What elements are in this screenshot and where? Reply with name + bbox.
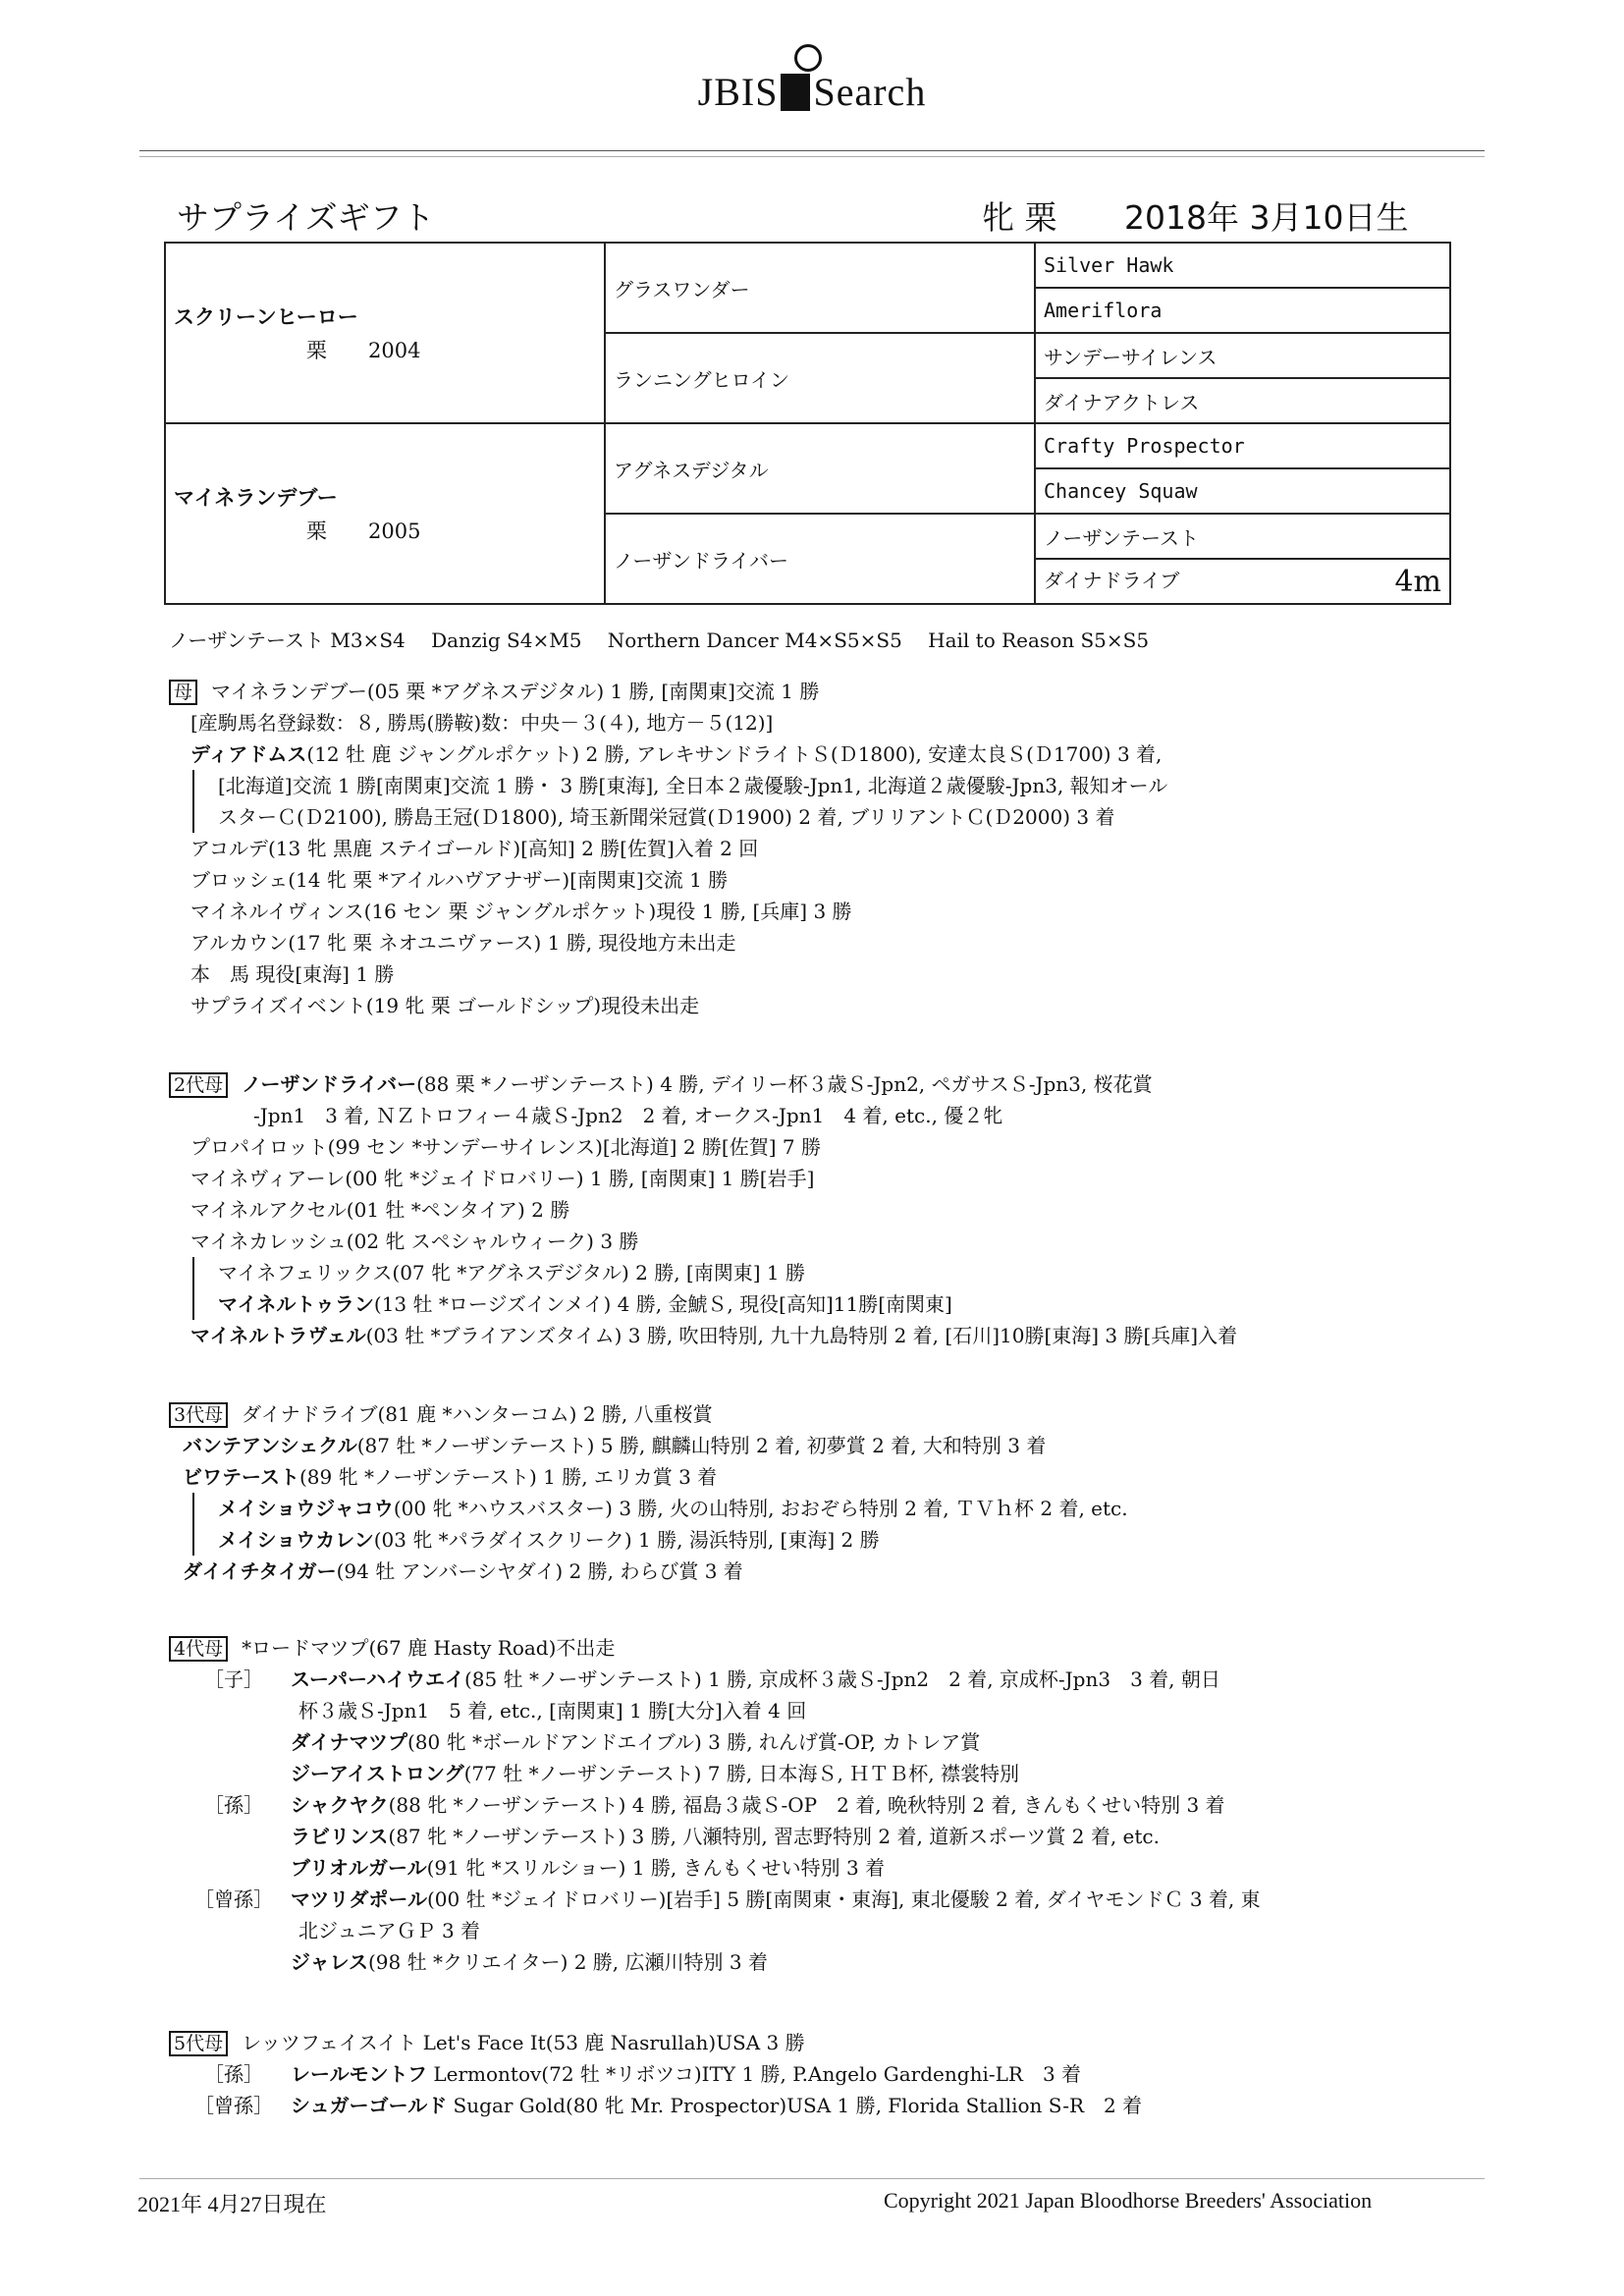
offspring-name: ラビリンス [291, 1825, 389, 1848]
pedigree-g3-6: Chancey Squaw [1035, 468, 1450, 514]
g3-section [169, 1398, 1465, 1587]
section-tag: 母 [169, 680, 197, 705]
pedigree-g3-8 [1035, 559, 1450, 604]
footer-copyright: Copyright 2021 Japan Bloodhorse Breeders' Association [884, 2188, 1373, 2213]
offspring-text: (00 牝 *ハウスバスター) 3 勝, 火の山特別, おおぞら特別 2 着, ＴＶｈ杯 2 着, etc. [393, 1497, 1128, 1520]
offspring-name: シュガーゴールド [291, 2094, 448, 2117]
offspring-text: (91 牝 *スリルショー) 1 勝, きんもくせい特別 3 着 [426, 1856, 886, 1880]
sire-name: スクリーンヒーロー [174, 305, 358, 329]
g4-dam-text: *ロードマツプ(67 鹿 Hasty Road)不出走 [242, 1636, 616, 1660]
offspring-name: ダイナマツプ [291, 1730, 407, 1754]
section-tag: 4代母 [169, 1636, 228, 1662]
offspring-text: Sugar Gold(80 牝 Mr. Prospector)USA 1 勝, Florida Stallion S-R 2 着 [447, 2094, 1143, 2117]
great-grandchild-label: ［曾孫］ [194, 1887, 273, 1911]
offspring-name: スーパーハイウエイ [291, 1667, 464, 1691]
offspring-name: マイネルトゥラン [218, 1292, 374, 1316]
offspring-text: (87 牝 *ノーザンテースト) 3 勝, 八瀬特別, 習志野特別 2 着, 道新スポーツ賞 2 着, etc. [388, 1825, 1160, 1848]
g2-section [169, 1068, 1465, 1351]
g3-dam-text: ダイナドライブ(81 鹿 *ハンターコム) 2 勝, 八重桜賞 [242, 1402, 713, 1426]
offspring-text: (03 牝 *パラダイスクリーク) 1 勝, 湯浜特別, [東海] 2 勝 [373, 1528, 880, 1552]
footer-rule [139, 2178, 1485, 2179]
offspring-text: Lermontov(72 牡 *リボツコ)ITY 1 勝, P.Angelo Gardenghi-LR 3 着 [427, 2062, 1082, 2086]
sire-detail: 栗 2004 [306, 339, 421, 362]
g5-dam-text: レッツフェイスイト Let's Face It(53 鹿 Nasrullah)USA 3 勝 [242, 2031, 805, 2054]
pedigree-g2-1: グラスワンダー [605, 243, 1035, 333]
offspring-text: (88 牝 *ノーザンテースト) 4 勝, 福島３歳Ｓ-OP 2 着, 晩秋特別 2 着, きんもくせい特別 3 着 [388, 1793, 1225, 1817]
pedigree-mark: 4m [1394, 564, 1441, 599]
offspring-name: ダイイチタイガー [183, 1559, 337, 1583]
grandchild-label: ［孫］ [204, 2062, 263, 2086]
offspring-line: マイネフェリックス(07 牝 *アグネスデジタル) 2 勝, [南関東] 1 勝 [218, 1261, 805, 1285]
offspring-line: 本 馬 現役[東海] 1 勝 [190, 962, 395, 986]
offspring-name: ブリオルガール [291, 1856, 427, 1880]
offspring-name: ディアドムス [190, 742, 307, 766]
child-label: ［子］ [204, 1667, 263, 1691]
g2-dam-cont: -Jpn1 3 着, ＮＺトロフィー４歳Ｓ-Jpn2 2 着, オークス-Jpn1 4 着, etc., 優２牝 [253, 1104, 1003, 1127]
footer-date: 2021年 4月27日現在 [137, 2192, 327, 2216]
pedigree-g2-4: ノーザンドライバー [605, 514, 1035, 604]
offspring-text: (80 牝 *ボールドアンドエイブル) 3 勝, れんげ賞-OP, カトレア賞 [407, 1730, 981, 1754]
header-rule-thin [139, 156, 1485, 157]
dam-detail: 栗 2005 [306, 519, 421, 543]
offspring-cont: 杯３歳Ｓ-Jpn1 5 着, etc., [南関東] 1 勝[大分]入着 4 回 [298, 1699, 807, 1722]
pedigree-g3-7: ノーザンテースト [1035, 514, 1450, 559]
dam-line: マイネランデブー(05 栗 *アグネスデジタル) 1 勝, [南関東]交流 1 勝 [211, 680, 820, 703]
pedigree-sire [165, 243, 605, 423]
offspring-name: シャクヤク [291, 1793, 389, 1817]
dam-section [169, 676, 1465, 1021]
offspring-line: マイネルイヴィンス(16 セン 栗 ジャングルポケット)現役 1 勝, [兵庫] 3 勝 [190, 900, 852, 923]
offspring-line: プロパイロット(99 セン *サンデーサイレンス)[北海道] 2 勝[佐賀] 7 勝 [190, 1135, 821, 1159]
logo-cup-icon [781, 74, 810, 111]
pedigree-g2-2: ランニングヒロイン [605, 333, 1035, 423]
inbreeding-line: ノーザンテースト M3×S4 Danzig S4×M5 Northern Dancer M4×S5×S5 Hail to Reason S5×S5 [169, 629, 1150, 652]
pedigree-g3-5: Crafty Prospector [1035, 423, 1450, 468]
horse-birth-date: 2018年 3月10日生 [1124, 198, 1409, 237]
offspring-text: (13 牡 *ロージズインメイ) 4 勝, 金鯱Ｓ, 現役[高知]11勝[南関東] [373, 1292, 952, 1316]
offspring-text: (77 牡 *ノーザンテースト) 7 勝, 日本海Ｓ, ＨＴＢ杯, 襟裳特別 [463, 1762, 1019, 1785]
logo-search-text: Search [813, 70, 927, 114]
section-tag: 2代母 [169, 1072, 228, 1098]
g4-section [169, 1632, 1465, 1978]
section-tag: 5代母 [169, 2031, 228, 2056]
jbis-search-logo [0, 69, 1624, 115]
offspring-text: (89 牝 *ノーザンテースト) 1 勝, エリカ賞 3 着 [299, 1465, 718, 1489]
offspring-line: アルカウン(17 牝 栗 ネオユニヴァース) 1 勝, 現役地方未出走 [190, 931, 736, 955]
g2-dam-name: ノーザンドライバー [242, 1072, 417, 1096]
pedigree-g3-3: サンデーサイレンス [1035, 333, 1450, 378]
offspring-name: ジーアイストロング [291, 1762, 464, 1785]
offspring-line: ブロッシェ(14 牝 栗 *アイルハヴアナザー)[南関東]交流 1 勝 [190, 868, 729, 892]
offspring-name: マイネルトラヴェル [190, 1324, 366, 1347]
dam-progeny-stats: [産駒馬名登録数：８, 勝馬(勝鞍)数：中央－３(４), 地方－５(12)] [190, 711, 774, 735]
offspring-name: メイショウカレン [218, 1528, 374, 1552]
offspring-text: (12 牡 鹿 ジャングルポケット) 2 勝, アレキサンドライトＳ(Ｄ1800), 安達太良Ｓ(Ｄ1700) 3 着, [306, 742, 1163, 766]
pedigree-table [164, 242, 1451, 605]
offspring-text: (98 牡 *クリエイター) 2 勝, 広瀬川特別 3 着 [368, 1950, 768, 1974]
offspring-cont: 北ジュニアＧＰ 3 着 [298, 1919, 481, 1942]
offspring-text: (87 牡 *ノーザンテースト) 5 勝, 麒麟山特別 2 着, 初夢賞 2 着, 大和特別 3 着 [356, 1434, 1047, 1457]
offspring-name: ビワテースト [183, 1465, 299, 1489]
pedigree-g3-2: Ameriflora [1035, 288, 1450, 333]
pedigree-g2-3: アグネスデジタル [605, 423, 1035, 514]
offspring-text: (94 牡 アンバーシヤダイ) 2 勝, わらび賞 3 着 [336, 1559, 743, 1583]
offspring-name: マツリダポール [291, 1887, 427, 1911]
grandchild-label: ［孫］ [204, 1793, 263, 1817]
great-grandchild-label: ［曾孫］ [194, 2094, 273, 2117]
offspring-text: (03 牡 *ブライアンズタイム) 3 勝, 吹田特別, 九十九島特別 2 着, [石川]10勝[東海] 3 勝[兵庫]入着 [365, 1324, 1238, 1347]
offspring-line: アコルデ(13 牝 黒鹿 ステイゴールド)[高知] 2 勝[佐賀]入着 2 回 [190, 837, 759, 860]
section-tag: 3代母 [169, 1402, 228, 1428]
g5-section [169, 2027, 1465, 2121]
offspring-text: (85 牡 *ノーザンテースト) 1 勝, 京成杯３歳Ｓ-Jpn2 2 着, 京成杯-Jpn3 3 着, 朝日 [464, 1667, 1220, 1691]
offspring-name: メイショウジャコウ [218, 1497, 394, 1520]
offspring-name: ジャレス [291, 1950, 368, 1974]
offspring-cont: スターＣ(Ｄ2100), 勝島王冠(Ｄ1800), 埼玉新聞栄冠賞(Ｄ1900) 2 着, ブリリアントＣ(Ｄ2000) 3 着 [218, 805, 1115, 829]
pedigree-dam [165, 423, 605, 604]
horse-sex-color: 牝 栗 [982, 198, 1057, 237]
dam-name: マイネランデブー [174, 486, 338, 510]
offspring-line: マイネルアクセル(01 牡 *ペンタイア) 2 勝 [190, 1198, 570, 1222]
pedigree-g3-8-name: ダイナドライブ [1044, 568, 1180, 592]
offspring-text: (00 牡 *ジェイドロバリー)[岩手] 5 勝[南関東・東海], 東北優駿 2 着, ダイヤモンドＣ 3 着, 東 [427, 1887, 1261, 1911]
offspring-line: マイネヴィアーレ(00 牝 *ジェイドロバリー) 1 勝, [南関東] 1 勝[岩手] [190, 1167, 815, 1190]
logo-jbis-text: JBIS [697, 70, 779, 114]
offspring-name: バンテアンシェクル [183, 1434, 357, 1457]
g2-dam-text: (88 栗 *ノーザンテースト) 4 勝, デイリー杯３歳Ｓ-Jpn2, ペガサスＳ-Jpn3, 桜花賞 [416, 1072, 1153, 1096]
pedigree-g3-1: Silver Hawk [1035, 243, 1450, 288]
pedigree-g3-4: ダイナアクトレス [1035, 378, 1450, 423]
horse-name: サプライズギフト [177, 198, 435, 237]
offspring-cont: [北海道]交流 1 勝[南関東]交流 1 勝・ 3 勝[東海], 全日本２歳優駿-Jpn1, 北海道２歳優駿-Jpn3, 報知オール [218, 774, 1168, 797]
offspring-line: マイネカレッシュ(02 牝 スペシャルウィーク) 3 勝 [190, 1230, 639, 1253]
offspring-line: サプライズイベント(19 牝 栗 ゴールドシップ)現役未出走 [190, 994, 700, 1017]
header-rule [139, 150, 1485, 151]
offspring-name: レールモントフ [291, 2062, 427, 2086]
